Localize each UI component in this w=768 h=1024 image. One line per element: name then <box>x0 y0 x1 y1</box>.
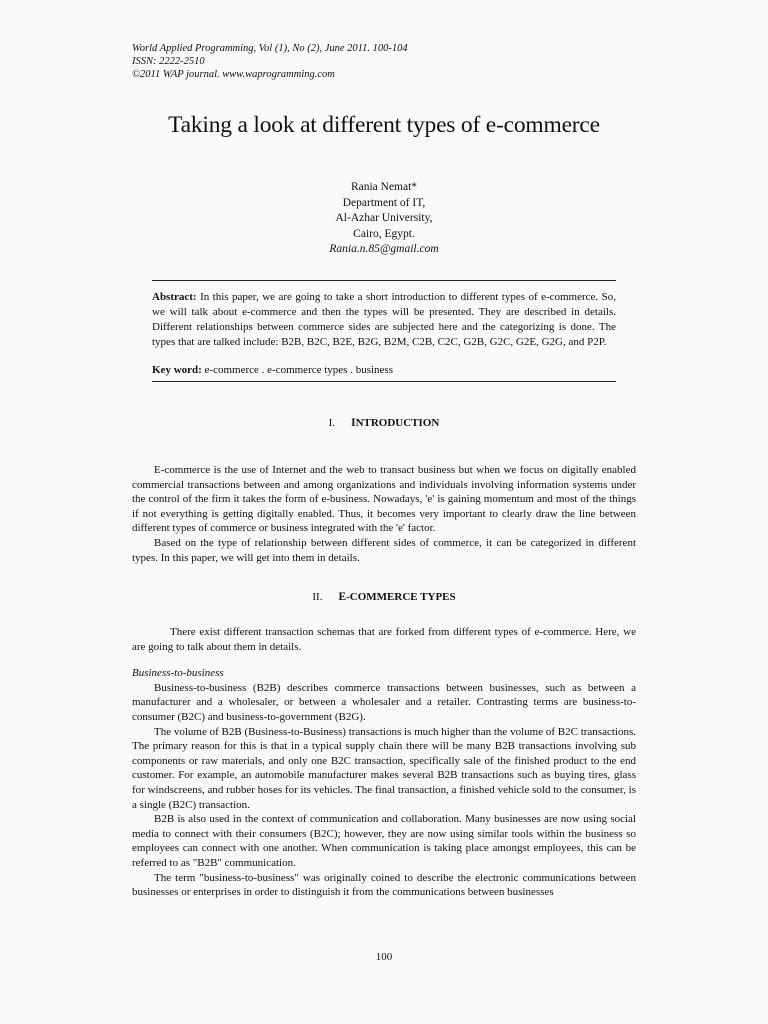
journal-citation: World Applied Programming, Vol (1), No (2), June 2011. 100-104 <box>132 43 408 54</box>
journal-header <box>132 42 408 81</box>
abstract-label: Abstract: <box>152 291 197 303</box>
section-heading-ecommerce-types <box>0 591 768 603</box>
paragraph: The term "business-to-business" was originally coined to describe the electronic communications between businesses or enterprises in order to distinguish it from the communications between businesses <box>132 871 636 899</box>
author-city: Cairo, Egypt. <box>353 227 415 240</box>
page-number: 100 <box>375 951 393 963</box>
author-university: Al-Azhar University, <box>335 212 433 224</box>
paragraph: B2B is also used in the context of communication and collaboration. Many businesses are now using social media to connect with their consumers (B2C); however, they are now using similar tools within the business so employees can connect with one another. When communication is taking place amongst employees, this can be referred to as "B2B" communication. <box>132 813 636 869</box>
keywords-text: e-commerce . e-commerce types . business <box>204 364 393 376</box>
author-email: Rania.n.85@gmail.com <box>329 243 439 255</box>
paragraph: There exist different transaction schemas that are forked from different types of e-commerce. Here, we are going to talk about them in details. <box>132 626 636 653</box>
keywords <box>152 363 616 382</box>
author-department: Department of IT, <box>342 196 426 209</box>
paragraph: Based on the type of relationship between different sides of commerce, it can be categorized in different types. In this paper, we will get into them in details. <box>132 536 636 564</box>
ecommerce-types-body <box>132 625 636 900</box>
section-heading-introduction <box>0 417 768 429</box>
journal-issn: ISSN: 2222-2510 <box>132 56 205 67</box>
section-title: E-COMMERCE TYPES <box>338 591 456 603</box>
journal-copyright: ©2011 WAP journal. www.waprogramming.com <box>132 69 335 80</box>
introduction-body <box>132 463 636 565</box>
paragraph: E-commerce is the use of Internet and the web to transact business but when we focus on digitally enabled commercial transactions between and among organizations and individuals involving information systems under the control of the firm it takes the form of e-business. Nowadays, 'e' is gaining momentum and most of the things if not everything is getting digitally enabled. Thus, it becomes very important to clearly draw the line between different types of commerce or business integrated with the 'e' factor. <box>132 464 636 535</box>
subsection-heading: Business-to-business <box>132 667 224 680</box>
section-title: INTRODUCTION <box>351 417 440 429</box>
section-number: I. <box>328 417 336 429</box>
author-name: Rania Nemat* <box>350 181 418 193</box>
paragraph: Business-to-business (B2B) describes commerce transactions between businesses, such as between a manufacturer and a wholesaler, or between a wholesaler and a retailer. Contrasting terms are business-to-consumer (B2C) and business-to-government (B2G). <box>132 681 636 723</box>
abstract-box <box>152 280 616 382</box>
author-block <box>0 180 768 258</box>
abstract <box>152 290 616 350</box>
keywords-label: Key word: <box>152 364 202 376</box>
abstract-text: In this paper, we are going to take a short introduction to different types of e-commerce. So, we will talk about e-commerce and then the types will be presented. They are described in details. Different relationships between commerce sides are subjected here and the categorizing is done. The types that are talked include: B2B, B2C, B2E, B2G, B2M, C2B, C2C, G2B, G2C, G2E, G2G, and P2P. <box>152 291 616 348</box>
paragraph: The volume of B2B (Business-to-Business) transactions is much higher than the volume of B2C transactions. The primary reason for this is that in a typical supply chain there will be many B2B transactions involving sub components or raw materials, and only one B2C transaction, specifically sale of the finished product to the end customer. For example, an automobile manufacturer makes several B2B transactions such as buying tires, glass for windscreens, and rubber hoses for its vehicles. The final transaction, a finished vehicle sold to the consumer, is a single (B2C) transaction. <box>132 725 636 811</box>
paper-title: Taking a look at different types of e-commerce <box>168 112 600 138</box>
section-number: II. <box>312 591 323 603</box>
